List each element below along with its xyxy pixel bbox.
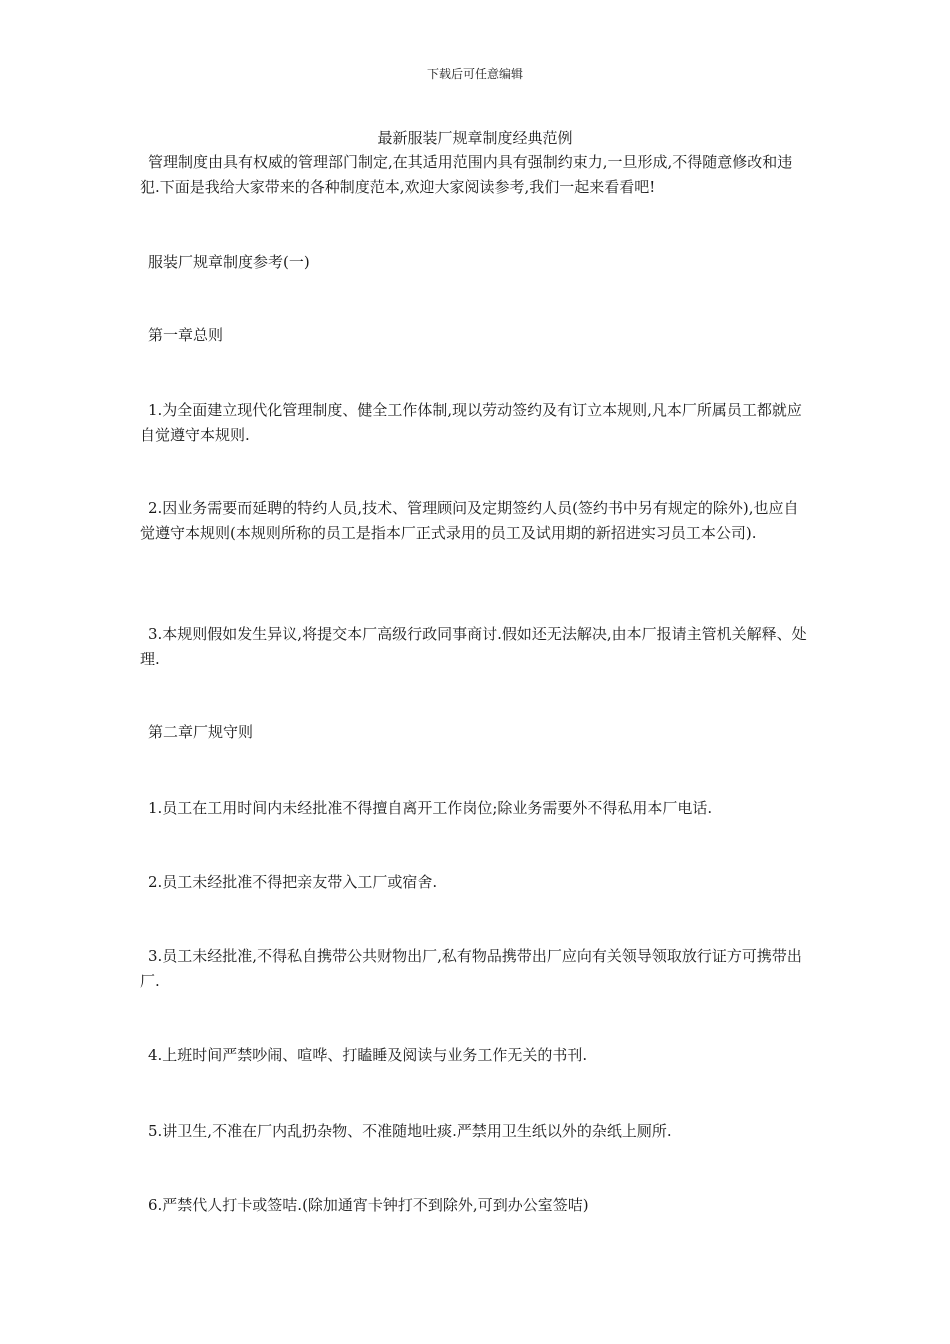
section-title: 服装厂规章制度参考(一) — [148, 253, 310, 271]
chapter-1-item-1: 1.为全面建立现代化管理制度、健全工作体制,现以劳动签约及有订立本规则,凡本厂所属员工都就应自觉遵守本规则. — [140, 401, 802, 444]
chapter-2-item-4: 4.上班时间严禁吵闹、喧哗、打瞌睡及阅读与业务工作无关的书刊. — [148, 1046, 588, 1064]
document-title: 最新服装厂规章制度经典范例 — [377, 129, 573, 147]
chapter-2-item-3: 3.员工未经批准,不得私自携带公共财物出厂,私有物品携带出厂应向有关领导领取放行证方可携带出厂. — [140, 947, 802, 990]
chapter-1-heading: 第一章总则 — [148, 326, 224, 344]
chapter-2-heading: 第二章厂规守则 — [148, 723, 254, 741]
chapter-2-item-6: 6.严禁代人打卡或签咭.(除加通宵卡钟打不到除外,可到办公室签咭) — [148, 1196, 589, 1214]
chapter-2-item-5: 5.讲卫生,不准在厂内乱扔杂物、不准随地吐痰.严禁用卫生纸以外的杂纸上厕所. — [148, 1122, 672, 1140]
chapter-2-item-2: 2.员工未经批准不得把亲友带入工厂或宿舍. — [148, 873, 438, 891]
header-note: 下载后可任意编辑 — [426, 67, 523, 81]
chapter-2-item-1: 1.员工在工用时间内未经批准不得擅自离开工作岗位;除业务需要外不得私用本厂电话. — [148, 799, 713, 817]
intro-paragraph: 管理制度由具有权威的管理部门制定,在其适用范围内具有强制约束力,一旦形成,不得随意修改和违犯.下面是我给大家带来的各种制度范本,欢迎大家阅读参考,我们一起来看看吧! — [140, 153, 793, 196]
chapter-1-item-2: 2.因业务需要而延聘的特约人员,技术、管理顾问及定期签约人员(签约书中另有规定的除外),也应自觉遵守本规则(本规则所称的员工是指本厂正式录用的员工及试用期的新招进实习员工本公司). — [140, 499, 799, 542]
chapter-1-item-3: 3.本规则假如发生异议,将提交本厂高级行政同事商讨.假如还无法解决,由本厂报请主管机关解释、处理. — [140, 625, 807, 668]
